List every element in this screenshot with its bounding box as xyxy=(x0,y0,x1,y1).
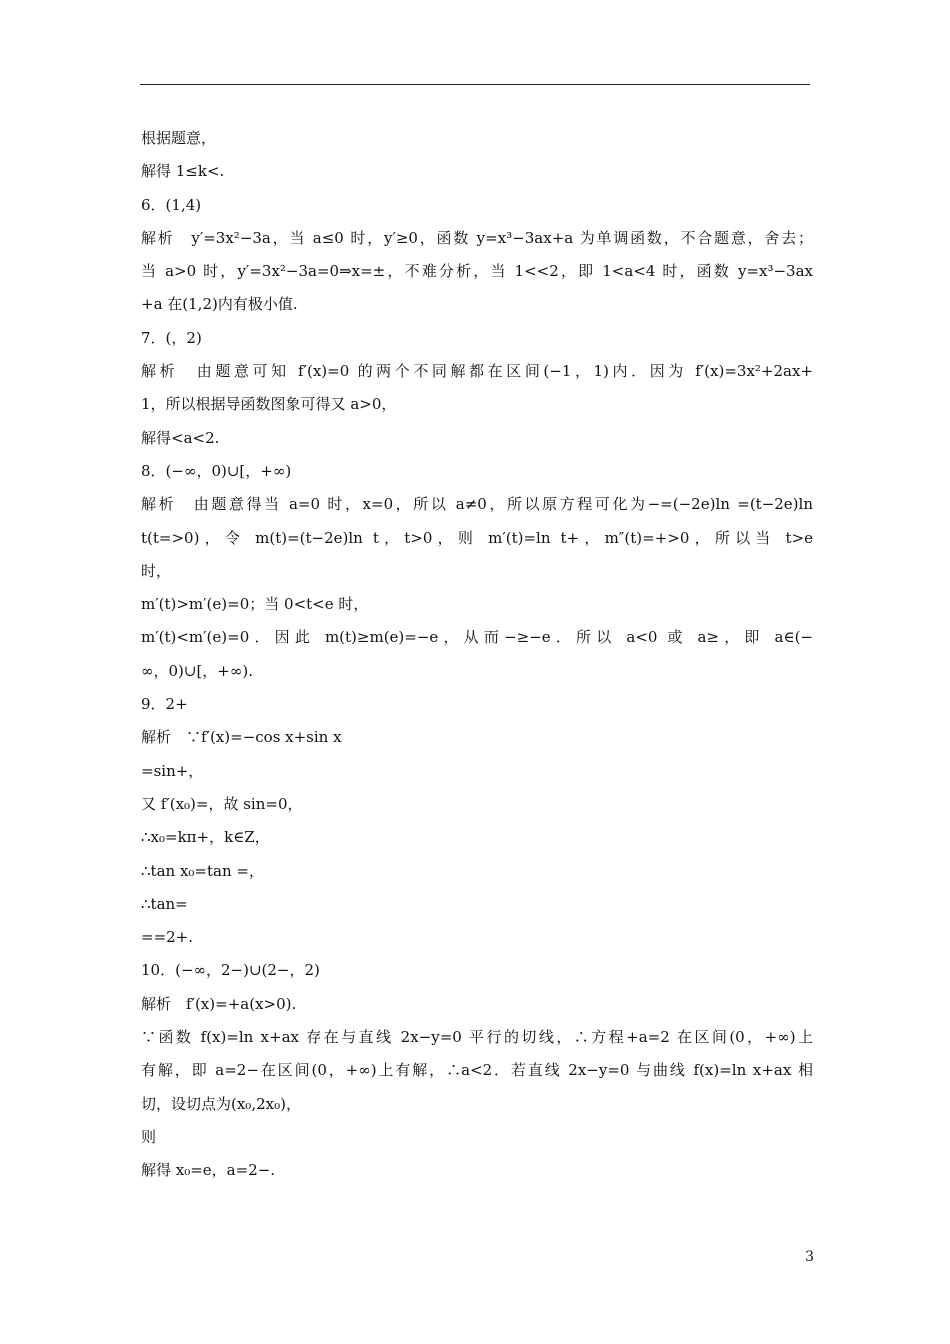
text-line: 解得 x₀=e，a=2−. xyxy=(141,1161,276,1180)
text-line: t(t=>0)，令 m(t)=(t−2e)ln t，t>0，则 m′(t)=ln t+，m″(t)=+>0，所以当 t>e xyxy=(141,528,813,547)
text-line: 解得<a<2. xyxy=(141,428,220,447)
text-line: 解析 由题意可知 f′(x)=0 的两个不同解都在区间(−1，1)内．因为 f′(x)=3x²+2ax+ xyxy=(141,362,813,381)
text-line: 解析 ∵f′(x)=−cos x+sin x xyxy=(141,728,342,747)
text-line: 1，所以根据导函数图象可得又 a>0， xyxy=(141,395,397,414)
text-line: ∴tan= xyxy=(141,894,188,913)
text-line: ∞，0)∪[，+∞). xyxy=(141,661,253,680)
header-rule xyxy=(140,84,810,85)
text-line: 则 xyxy=(141,1127,157,1146)
answer-heading-7: 7．(，2) xyxy=(141,328,202,347)
answer-heading-6: 6．(1,4) xyxy=(141,195,202,214)
text-line: 解析 f′(x)=+a(x>0). xyxy=(141,994,297,1013)
text-line: ∴x₀=kπ+，k∈Z， xyxy=(141,828,270,847)
answer-heading-8: 8．(−∞，0)∪[，+∞) xyxy=(141,461,292,480)
text-line: 时， xyxy=(141,561,172,580)
text-line: +a 在(1,2)内有极小值. xyxy=(141,295,298,314)
text-line: 解析 y′=3x²−3a，当 a≤0 时，y′≥0，函数 y=x³−3ax+a 为单调函数，不合题意，舍去； xyxy=(141,228,813,247)
text-line: m′(t)>m′(e)=0；当 0<t<e 时， xyxy=(141,595,369,614)
text-line: ∴tan x₀=tan =， xyxy=(141,861,264,880)
answer-heading-10: 10．(−∞，2−)∪(2−，2) xyxy=(141,961,320,980)
text-line: 解析 由题意得当 a=0 时，x=0，所以 a≠0，所以原方程可化为−=(−2e)ln =(t−2e)ln xyxy=(141,495,813,514)
page-number: 3 xyxy=(805,1249,814,1265)
document-body xyxy=(141,122,813,1188)
answer-heading-9: 9．2+ xyxy=(141,695,188,714)
text-line: 有解，即 a=2−在区间(0，+∞)上有解，∴a<2．若直线 2x−y=0 与曲线 f(x)=ln x+ax 相 xyxy=(141,1061,813,1080)
text-line: ==2+. xyxy=(141,928,194,947)
text-line: ∵函数 f(x)=ln x+ax 存在与直线 2x−y=0 平行的切线，∴方程+a=2 在区间(0，+∞)上 xyxy=(141,1028,813,1047)
text-line: 又 f′(x₀)=，故 sin=0， xyxy=(141,794,303,813)
text-line: m′(t)<m′(e)=0．因此 m(t)≥m(e)=−e，从而−≥−e．所以 a<0 或 a≥，即 a∈(− xyxy=(141,628,813,647)
text-line: =sin+， xyxy=(141,761,204,780)
text-line: 切，设切点为(x₀,2x₀)， xyxy=(141,1094,301,1113)
text-line: 根据题意， xyxy=(141,129,217,147)
text-line: 当 a>0 时，y′=3x²−3a=0⇒x=±，不难分析，当 1<<2，即 1<a<4 时，函数 y=x³−3ax xyxy=(141,262,813,281)
text-line: 解得 1≤k<. xyxy=(141,162,225,181)
